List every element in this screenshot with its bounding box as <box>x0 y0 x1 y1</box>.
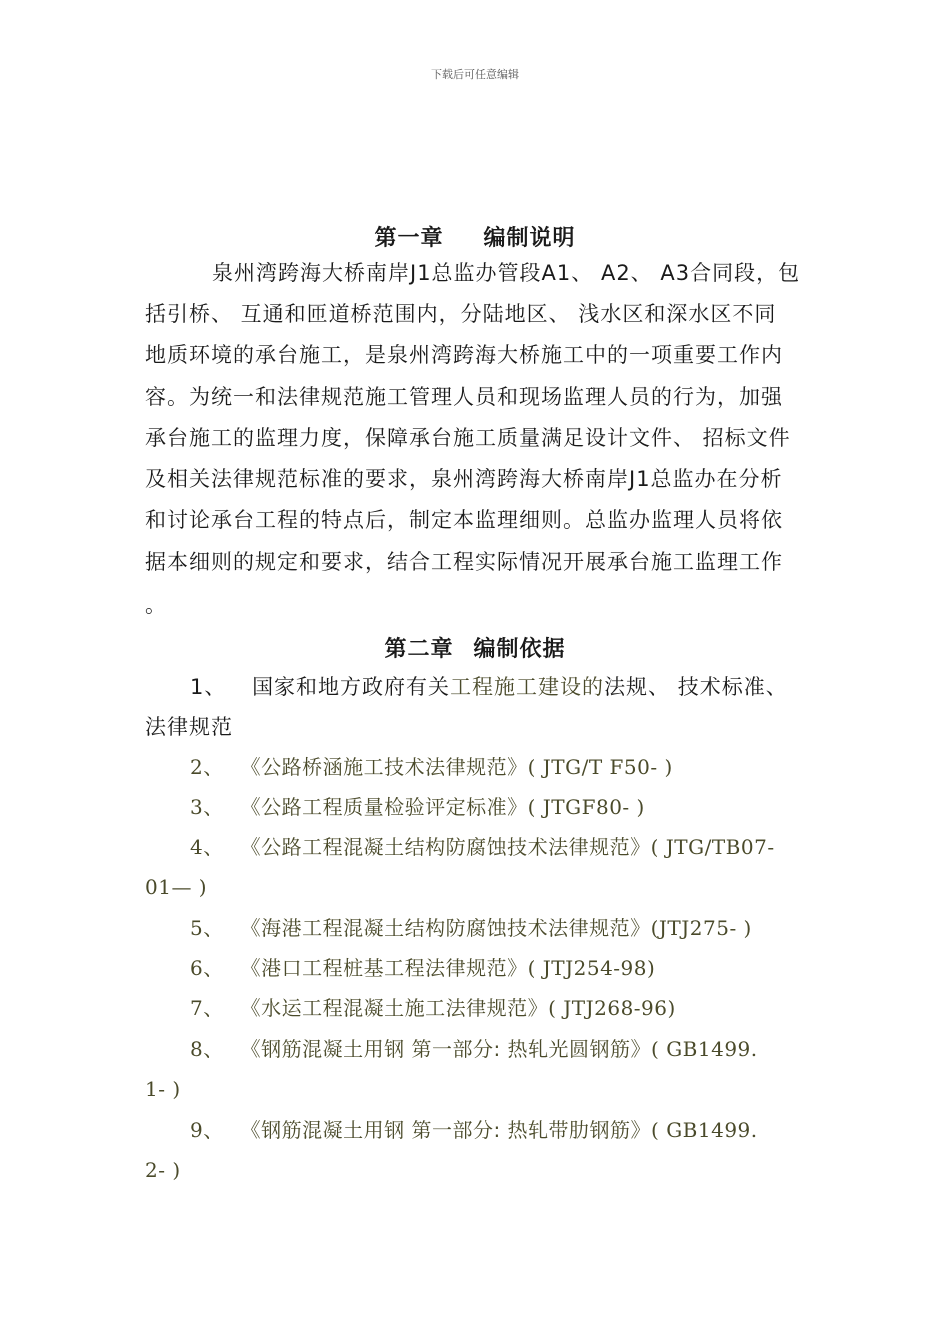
item-text-post: 法规、 技术标准、 <box>604 675 788 699</box>
reference-item-continued: 2- ) <box>145 1158 181 1182</box>
reference-number: 6、 <box>190 956 224 980</box>
reference-code: ( JTJ254-98) <box>527 956 656 980</box>
reference-title: 《钢筋混凝土用钢 第一部分: 热轧带肋钢筋》 <box>240 1118 652 1142</box>
reference-number: 2、 <box>190 755 224 779</box>
reference-item-continued: 01— ) <box>145 875 208 899</box>
reference-code: ( JTG/TB07- <box>650 835 775 859</box>
reference-item <box>190 752 673 782</box>
reference-title: 《港口工程桩基工程法律规范》 <box>240 956 528 980</box>
chapter1-heading <box>0 221 950 252</box>
reference-code: ( JTGF80- ) <box>527 795 645 819</box>
reference-item-continued: 1- ) <box>145 1077 181 1101</box>
paragraph-line: 容。为统一和法律规范施工管理人员和现场监理人员的行为，加强 <box>145 385 783 409</box>
reference-number: 9、 <box>190 1118 224 1142</box>
chapter1-title: 编制说明 <box>483 226 576 251</box>
paragraph-line: 及相关法律规范标准的要求，泉州湾跨海大桥南岸J1总监办在分析 <box>145 467 783 491</box>
reference-number: 3、 <box>190 795 224 819</box>
reference-code: (JTJ275- ) <box>650 916 752 940</box>
basis-item-1 <box>190 672 788 702</box>
item-text-pre: 国家和地方政府有关 <box>252 675 451 699</box>
reference-title: 《公路桥涵施工技术法律规范》 <box>240 755 528 779</box>
reference-number: 5、 <box>190 916 224 940</box>
basis-item-1-continued: 法律规范 <box>145 715 233 739</box>
reference-title: 《公路工程质量检验评定标准》 <box>240 795 528 819</box>
reference-code: ( GB1499. <box>651 1037 758 1061</box>
reference-code: ( JTG/T F50- ) <box>527 755 673 779</box>
paragraph-line: 地质环境的承台施工，是泉州湾跨海大桥施工中的一项重要工作内 <box>145 343 783 367</box>
paragraph-line: 和讨论承台工程的特点后，制定本监理细则。总监办监理人员将依 <box>145 508 783 532</box>
chapter2-title: 编制依据 <box>473 637 566 662</box>
item-text-highlight: 工程施工建设的 <box>450 675 605 699</box>
chapter2-heading <box>0 632 950 663</box>
paragraph-line: 。 <box>145 593 167 617</box>
item-number: 1、 <box>190 675 227 699</box>
reference-item <box>190 913 752 943</box>
reference-item <box>190 1115 758 1145</box>
paragraph-line: 据本细则的规定和要求，结合工程实际情况开展承台施工监理工作 <box>145 550 783 574</box>
chapter1-number: 第一章 <box>374 226 444 251</box>
reference-code: ( JTJ268-96) <box>548 996 676 1020</box>
paragraph-line: 泉州湾跨海大桥南岸J1总监办管段A1、 A2、 A3合同段，包 <box>212 261 801 285</box>
reference-code: ( GB1499. <box>651 1118 758 1142</box>
page-header-note: 下载后可任意编辑 <box>431 68 519 81</box>
paragraph-line: 承台施工的监理力度，保障承台施工质量满足设计文件、 招标文件 <box>145 426 791 450</box>
reference-item <box>190 792 645 822</box>
reference-item <box>190 832 775 862</box>
reference-number: 8、 <box>190 1037 224 1061</box>
reference-item <box>190 953 655 983</box>
reference-number: 4、 <box>190 835 224 859</box>
paragraph-line: 括引桥、 互通和匝道桥范围内，分陆地区、 浅水区和深水区不同 <box>145 302 777 326</box>
reference-title: 《公路工程混凝土结构防腐蚀技术法律规范》 <box>240 835 651 859</box>
reference-title: 《水运工程混凝土施工法律规范》 <box>240 996 549 1020</box>
reference-title: 《海港工程混凝土结构防腐蚀技术法律规范》 <box>240 916 651 940</box>
reference-item <box>190 993 676 1023</box>
reference-number: 7、 <box>190 996 224 1020</box>
reference-title: 《钢筋混凝土用钢 第一部分: 热轧光圆钢筋》 <box>240 1037 652 1061</box>
chapter2-number: 第二章 <box>384 637 454 662</box>
reference-item <box>190 1034 758 1064</box>
